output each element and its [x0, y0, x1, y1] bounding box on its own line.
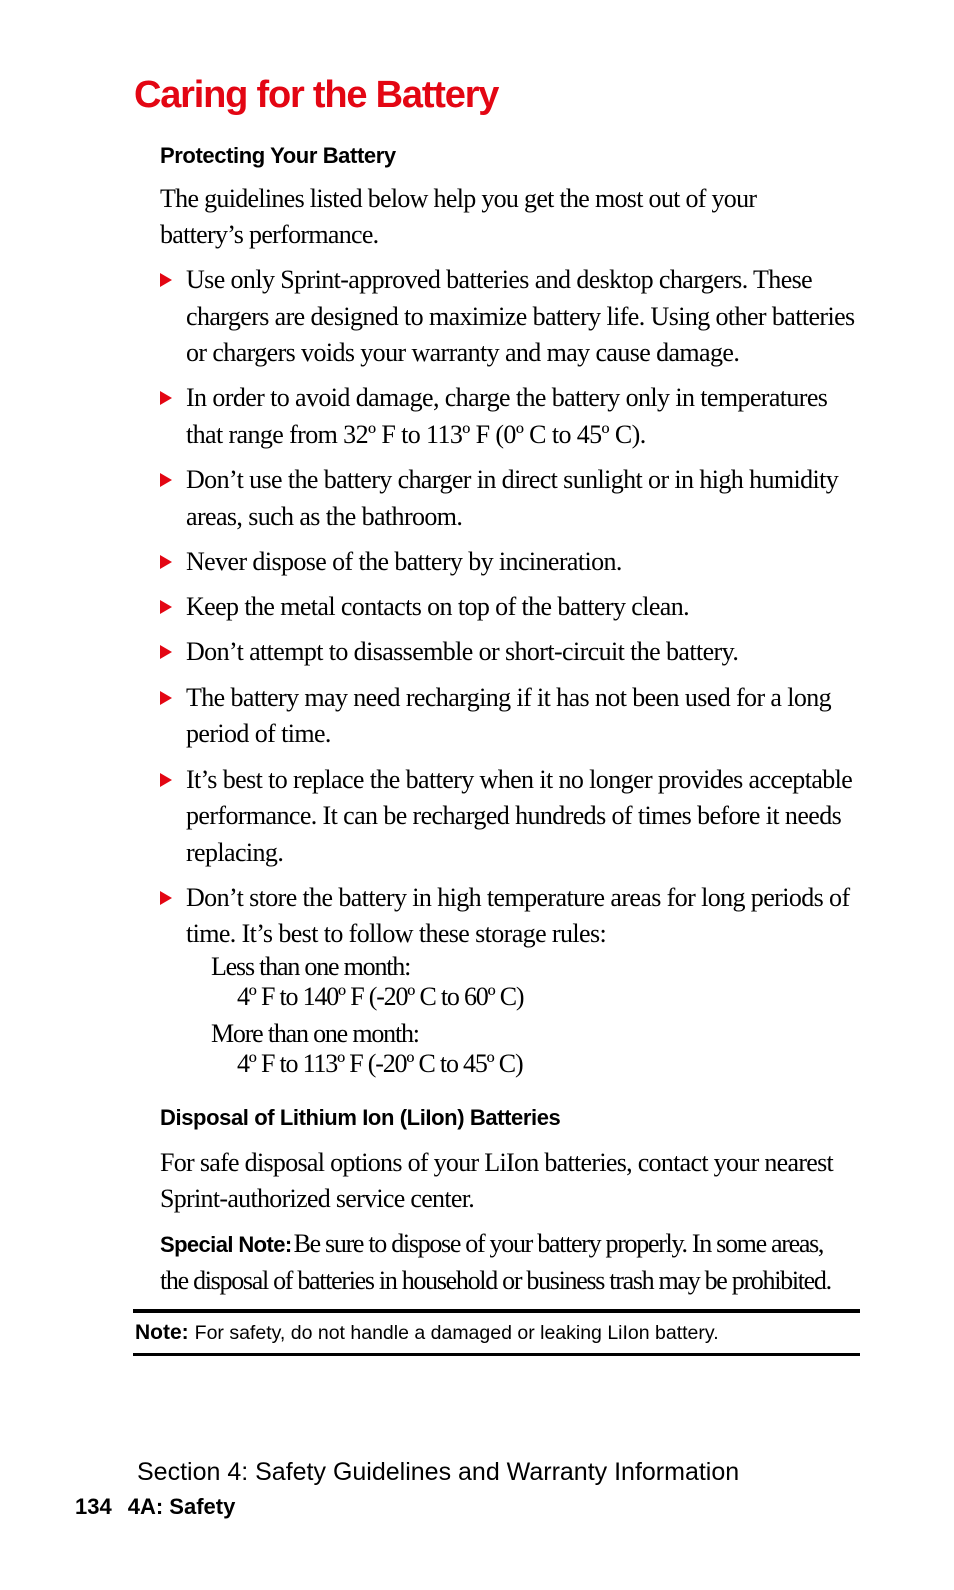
list-item-text: Don’t store the battery in high temperature areas for long periods of time. It’s best to follow these storage rules: — [186, 882, 850, 949]
list-item — [160, 462, 860, 535]
special-note-line — [160, 1226, 831, 1263]
protecting-heading: Protecting Your Battery — [160, 143, 396, 168]
special-note-line: the disposal of batteries in household or business trash may be prohibited. — [160, 1266, 831, 1295]
list-item — [160, 634, 860, 671]
safety-note-box — [133, 1309, 860, 1356]
protecting-intro-line: The guidelines listed below help you get the most out of your — [160, 184, 757, 213]
list-item — [160, 880, 860, 953]
chapter-label: 4A: Safety — [127, 1494, 236, 1519]
battery-guidelines-list — [160, 262, 860, 962]
bullet-arrow-icon — [160, 473, 172, 487]
list-item-text: It’s best to replace the battery when it no longer provides acceptable performance. It can be recharged hundreds of times before it needs replacing. — [186, 764, 853, 867]
bullet-arrow-icon — [160, 691, 172, 705]
protecting-intro — [160, 181, 756, 253]
safety-note-label: Note: — [135, 1321, 189, 1344]
special-note — [160, 1226, 831, 1299]
list-item — [160, 380, 860, 453]
bullet-arrow-icon — [160, 600, 172, 614]
list-item — [160, 680, 860, 753]
bullet-arrow-icon — [160, 555, 172, 569]
bullet-arrow-icon — [160, 273, 172, 287]
bullet-arrow-icon — [160, 891, 172, 905]
list-item-text: Don’t attempt to disassemble or short-circuit the battery. — [186, 637, 739, 667]
page-number: 134 — [75, 1494, 112, 1519]
special-note-text: Be sure to dispose of your battery properly. In some areas, — [293, 1229, 824, 1258]
disposal-text-line: For safe disposal options of your LiIon batteries, contact your nearest — [160, 1148, 834, 1177]
footer-section-title: Section 4: Safety Guidelines and Warranty Information — [137, 1458, 740, 1486]
storage-rule-label: Less than one month: — [211, 952, 411, 981]
list-item-text: Use only Sprint-approved batteries and desktop chargers. These chargers are designed to maximize battery life. Using other batteries or chargers voids your warranty and may cause damage. — [186, 265, 855, 367]
storage-rules — [211, 952, 523, 1079]
disposal-text — [160, 1145, 833, 1217]
safety-note — [135, 1321, 719, 1345]
list-item-text: The battery may need recharging if it has not been used for a long period of time. — [186, 682, 832, 749]
disposal-text-line: Sprint-authorized service center. — [160, 1184, 475, 1213]
list-item — [160, 262, 860, 372]
list-item — [160, 762, 860, 872]
list-item — [160, 589, 860, 626]
storage-rule-range: 4º F to 140º F (-20º C to 60º C) — [237, 982, 524, 1011]
storage-rule-range: 4º F to 113º F (-20º C to 45º C) — [237, 1049, 523, 1078]
disposal-heading: Disposal of Lithium Ion (LiIon) Batteries — [160, 1105, 561, 1130]
list-item-text: Never dispose of the battery by incineration. — [186, 546, 622, 576]
safety-note-text: For safety, do not handle a damaged or leaking LiIon battery. — [194, 1322, 719, 1344]
page-title: Caring for the Battery — [134, 74, 499, 116]
list-item-text: In order to avoid damage, charge the battery only in temperatures that range from 32º F to 113º F (0º C to 45º C). — [186, 383, 828, 449]
footer-page-info — [75, 1494, 235, 1520]
protecting-intro-line: battery’s performance. — [160, 220, 379, 249]
storage-rule-label: More than one month: — [211, 1019, 419, 1048]
list-item-text: Don’t use the battery charger in direct sunlight or in high humidity areas, such as the bathroom. — [186, 465, 839, 531]
list-item-text: Keep the metal contacts on top of the battery clean. — [186, 592, 690, 622]
bullet-arrow-icon — [160, 645, 172, 659]
bullet-arrow-icon — [160, 391, 172, 405]
list-item — [160, 544, 860, 581]
special-note-label: Special Note: — [160, 1232, 292, 1257]
bullet-arrow-icon — [160, 773, 172, 787]
